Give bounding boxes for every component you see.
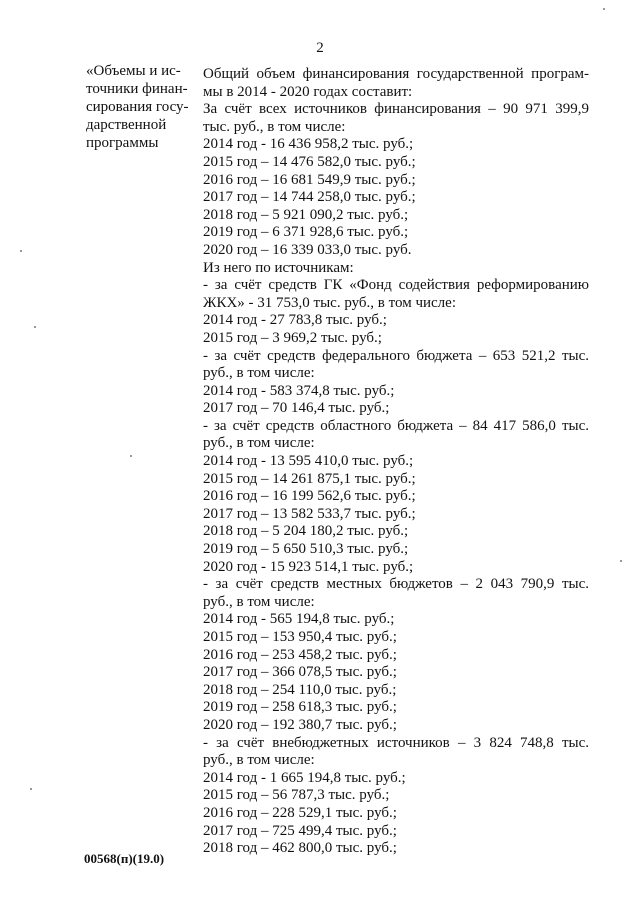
text-line: 2020 год – 16 339 033,0 тыс. руб.	[203, 241, 412, 258]
table-row-content-cell	[203, 66, 589, 858]
scan-speck	[30, 788, 32, 790]
text-line: 2016 год – 16 681 549,9 тыс. руб.;	[203, 171, 416, 188]
text-line: 2017 год – 14 744 258,0 тыс. руб.;	[203, 189, 416, 206]
text-line: 2014 год - 583 374,8 тыс. руб.;	[203, 382, 395, 399]
text-line: 2014 год - 565 194,8 тыс. руб.;	[203, 611, 395, 628]
label-line: точники финан-	[86, 81, 188, 97]
scan-speck	[130, 455, 132, 457]
text-line: 2015 год – 56 787,3 тыс. руб.;	[203, 787, 390, 804]
text-line: руб., в том числе:	[203, 365, 315, 382]
document-code: 00568(п)(19.0)	[84, 851, 165, 866]
text-line: 2016 год – 253 458,2 тыс. руб.;	[203, 646, 397, 663]
text-line: 2018 год – 5 921 090,2 тыс. руб.;	[203, 206, 409, 223]
scan-speck	[620, 560, 622, 562]
table-row-label-cell	[86, 62, 196, 152]
text-line: 2014 год - 16 436 958,2 тыс. руб.;	[203, 136, 414, 153]
text-line: 2017 год – 366 078,5 тыс. руб.;	[203, 664, 397, 681]
label-line: сирования госу-	[86, 99, 189, 115]
text-line: 2020 год – 192 380,7 тыс. руб.;	[203, 716, 397, 733]
scan-speck	[603, 8, 605, 10]
text-line: 2014 год - 13 595 410,0 тыс. руб.;	[203, 453, 414, 470]
text-line: 2015 год – 14 261 875,1 тыс. руб.;	[203, 470, 416, 487]
page-number: 2	[316, 40, 324, 56]
text-line: 2015 год – 3 969,2 тыс. руб.;	[203, 329, 382, 346]
text-line: 2020 год - 15 923 514,1 тыс. руб.;	[203, 558, 414, 575]
text-line: - за счёт средств местных бюджетов – 2 043 790,9 тыс.	[203, 576, 589, 593]
text-line: 2019 год – 258 618,3 тыс. руб.;	[203, 699, 397, 716]
text-line: 2015 год – 14 476 582,0 тыс. руб.;	[203, 153, 416, 170]
text-line: руб., в том числе:	[203, 752, 315, 769]
text-line: Общий объем финансирования государственной програм-	[203, 66, 589, 82]
text-line: 2018 год – 462 800,0 тыс. руб.;	[203, 840, 397, 857]
text-line: 2016 год – 228 529,1 тыс. руб.;	[203, 804, 397, 821]
text-line: 2017 год – 13 582 533,7 тыс. руб.;	[203, 505, 416, 522]
text-line: мы в 2014 - 2020 годах составит:	[203, 83, 413, 100]
text-line: 2014 год - 27 783,8 тыс. руб.;	[203, 312, 387, 329]
text-line: 2019 год – 5 650 510,3 тыс. руб.;	[203, 541, 409, 558]
label-line: дарственной	[86, 117, 167, 133]
text-line: - за счёт средств федерального бюджета – 653 521,2 тыс.	[203, 347, 589, 364]
scan-speck	[20, 250, 22, 252]
label-line: программы	[86, 135, 159, 151]
text-line: 2018 год – 5 204 180,2 тыс. руб.;	[203, 523, 409, 540]
text-line: 2017 год – 725 499,4 тыс. руб.;	[203, 822, 397, 839]
text-line: 2014 год - 1 665 194,8 тыс. руб.;	[203, 769, 406, 786]
text-line: 2016 год – 16 199 562,6 тыс. руб.;	[203, 488, 416, 505]
label-line: «Объемы и ис-	[86, 63, 181, 79]
text-line: руб., в том числе:	[203, 435, 315, 452]
text-line: тыс. руб., в том числе:	[203, 118, 346, 135]
scan-speck	[34, 326, 36, 328]
text-line: 2019 год – 6 371 928,6 тыс. руб.;	[203, 224, 409, 241]
text-line: - за счёт средств областного бюджета – 84 417 586,0 тыс.	[203, 417, 589, 434]
text-line: Из него по источникам:	[203, 259, 354, 276]
text-line: За счёт всех источников финансирования – 90 971 399,9	[203, 101, 589, 118]
text-line: 2017 год – 70 146,4 тыс. руб.;	[203, 400, 390, 417]
text-line: - за счёт средств ГК «Фонд содействия реформированию	[203, 277, 589, 294]
text-line: 2015 год – 153 950,4 тыс. руб.;	[203, 629, 397, 645]
text-line: ЖКХ» - 31 753,0 тыс. руб., в том числе:	[203, 294, 456, 311]
text-line: руб., в том числе:	[203, 593, 315, 610]
text-line: - за счёт внебюджетных источников – 3 824 748,8 тыс.	[203, 734, 589, 751]
text-line: 2018 год – 254 110,0 тыс. руб.;	[203, 681, 397, 698]
